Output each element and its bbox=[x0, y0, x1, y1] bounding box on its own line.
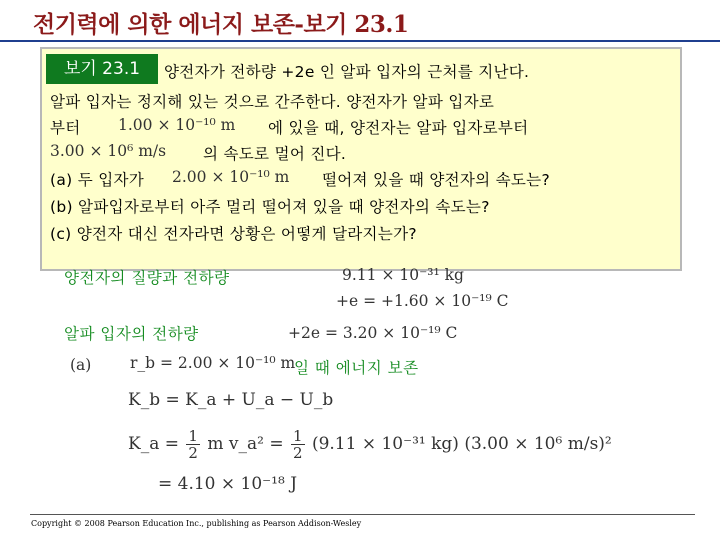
ka-left: K_a = bbox=[128, 434, 179, 454]
problem-line-2: 알파 입자는 정지해 있는 것으로 간주한다. 양전자가 알파 입자로 bbox=[50, 93, 495, 111]
part-a-end: 떨어져 있을 때 양전자의 속도는? bbox=[322, 171, 550, 189]
mass-charge-label: 양전자의 질량과 전하량 bbox=[64, 269, 230, 287]
fraction-denominator: 2 bbox=[292, 444, 303, 462]
problem-line-3-start: 부터 bbox=[50, 119, 81, 137]
positron-mass: 9.11 × 10⁻³¹ kg bbox=[342, 266, 464, 284]
problem-line-4-end: 의 속도로 멀어 진다. bbox=[203, 145, 347, 163]
fraction-denominator: 2 bbox=[188, 444, 198, 462]
part-a-start: (a) 두 입자가 bbox=[50, 171, 145, 189]
title-divider bbox=[0, 40, 720, 42]
problem-line-1: 양전자가 전하량 +2e 인 알파 입자의 근처를 지난다. bbox=[164, 63, 530, 81]
rb-equation: r_b = 2.00 × 10⁻¹⁰ m bbox=[130, 354, 296, 372]
kinetic-equation bbox=[128, 428, 612, 461]
problem-distance-1: 1.00 × 10⁻¹⁰ m bbox=[118, 116, 236, 134]
energy-conservation-label: 일 때 에너지 보존 bbox=[294, 359, 419, 377]
positron-charge: +e = +1.60 × 10⁻¹⁹ C bbox=[336, 292, 509, 310]
part-b: (b) 알파입자로부터 아주 멀리 떨어져 있을 때 양전자의 속도는? bbox=[50, 198, 490, 216]
alpha-charge: +2e = 3.20 × 10⁻¹⁹ C bbox=[288, 324, 458, 342]
energy-equation: K_b = K_a + U_a − U_b bbox=[128, 390, 334, 410]
example-badge: 보기 23.1 bbox=[46, 54, 158, 84]
result-equation: = 4.10 × 10⁻¹⁸ J bbox=[158, 474, 298, 494]
problem-line-3-end: 에 있을 때, 양전자는 알파 입자로부터 bbox=[268, 119, 529, 137]
page-title: 전기력에 의한 에너지 보존-보기 23.1 bbox=[33, 11, 409, 38]
part-c: (c) 양전자 대신 전자라면 상황은 어떻게 달라지는가? bbox=[50, 225, 417, 243]
copyright-footer: Copyright © 2008 Pearson Education Inc., publishing as Pearson Addison-Wesley bbox=[31, 519, 362, 528]
fraction-numerator: 1 bbox=[188, 427, 198, 445]
half-fraction-2 bbox=[291, 428, 305, 461]
problem-speed: 3.00 × 10⁶ m/s bbox=[50, 142, 167, 160]
part-a-label: (a) bbox=[70, 356, 92, 374]
ka-right: (9.11 × 10⁻³¹ kg) (3.00 × 10⁶ m/s)² bbox=[311, 434, 612, 454]
alpha-charge-label: 알파 입자의 전하량 bbox=[64, 325, 199, 343]
ka-mid: m v_a² = bbox=[207, 434, 284, 454]
footer-divider bbox=[30, 514, 695, 515]
problem-distance-2: 2.00 × 10⁻¹⁰ m bbox=[172, 168, 290, 186]
fraction-numerator: 1 bbox=[292, 427, 303, 445]
half-fraction-1 bbox=[186, 428, 200, 461]
